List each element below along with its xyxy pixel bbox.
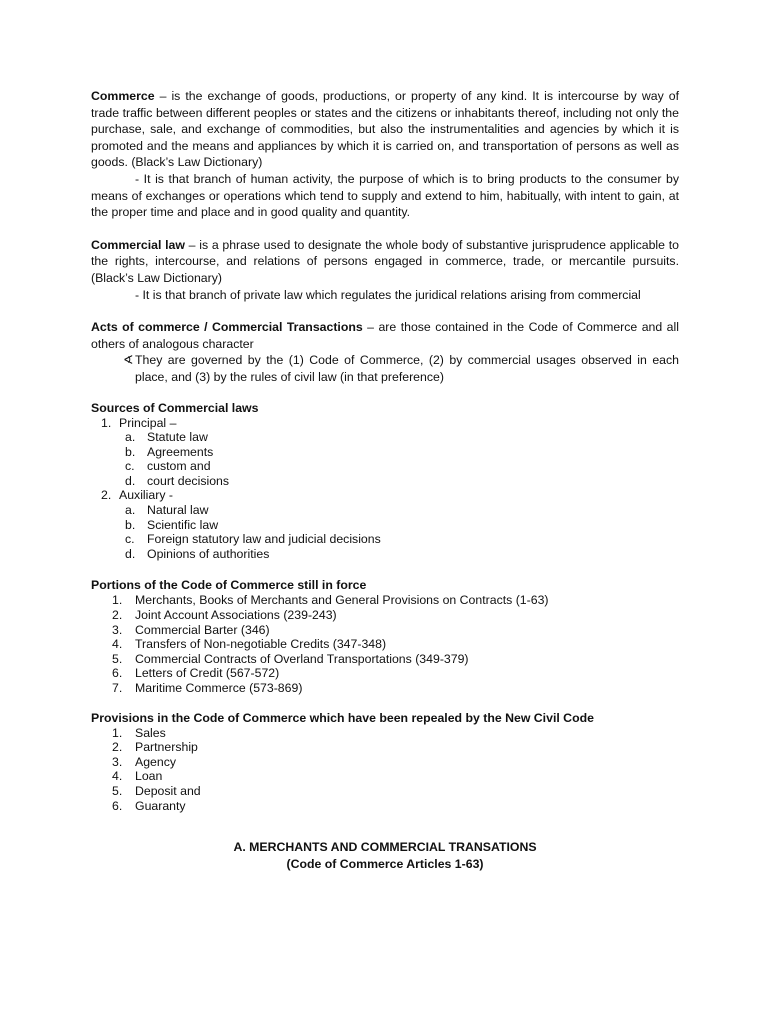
commerce-definition-2: - It is that branch of human activity, the purpose of which is to bring products to the consumer by means of exchanges or operations which tend to supply and extend to him, habitually, with intent to gain, at the proper time and place and in good quality and quantity. <box>91 171 679 220</box>
list-item: c. custom and <box>125 459 211 474</box>
commercial-law-definition-2: - It is that branch of private law which regulates the juridical relations arising from commercial <box>135 287 641 302</box>
repealed-list <box>91 726 679 814</box>
commerce-definition <box>91 88 679 171</box>
list-item: 1. Principal – <box>101 415 177 430</box>
commercial-law-term: Commercial law <box>91 237 185 252</box>
section-subtitle: (Code of Commerce Articles 1-63) <box>286 857 484 872</box>
repealed-heading: Provisions in the Code of Commerce which have been repealed by the New Civil Code <box>91 710 594 725</box>
section-title: A. MERCHANTS AND COMMERCIAL TRANSATIONS <box>233 840 537 855</box>
list-item: 7. Maritime Commerce (573-869) <box>112 681 303 695</box>
list-item: 1. Sales <box>112 725 166 740</box>
commerce-term: Commerce <box>91 89 155 103</box>
sources-heading: Sources of Commercial laws <box>91 400 259 415</box>
portions-list <box>91 593 679 695</box>
acts-definition <box>91 319 679 352</box>
list-item: 4. Loan <box>112 769 163 784</box>
acts-bullet-text: They are governed by the (1) Code of Commerce, (2) by commercial usages observed in each place, and (3) by the rules of civil law (in that preference) <box>135 353 679 384</box>
commercial-law-def-text: – is a phrase used to designate the whole body of substantive jurisprudence applicable to the rights, intercourse, and relations of persons engaged in commerce, trade, or mercantile pursuits. (Black’s Law Dictionary) <box>91 237 679 285</box>
list-item: c. Foreign statutory law and judicial decisions <box>125 532 381 547</box>
list-item: 4. Transfers of Non-negotiable Credits (347-348) <box>112 637 387 652</box>
list-item: 6. Letters of Credit (567-572) <box>112 666 280 681</box>
list-item: 1. Merchants, Books of Merchants and General Provisions on Contracts (1-63) <box>112 593 549 608</box>
list-item: 2. Joint Account Associations (239-243) <box>112 608 337 623</box>
commerce-def-text: – is the exchange of goods, productions, or property of any kind. It is intercourse by way of trade traffic between different peoples or states and the citizens or inhabitants thereof, including not only the purchase, sale, and exchange of commodities, but also the instrumentalities and agencies by which it is promoted and the means and appliances by which it is carried on, and transportation of persons as well as goods. (Black’s Law Dictionary) <box>91 89 679 170</box>
document-page <box>91 88 679 873</box>
list-item: d. Opinions of authorities <box>125 546 270 561</box>
list-item: a. Natural law <box>125 503 209 518</box>
list-item: a. Statute law <box>125 430 208 445</box>
acts-term: Acts of commerce / Commercial Transactions <box>91 320 363 335</box>
arrow-bullet-icon: ∢ <box>123 353 134 368</box>
acts-bullet <box>91 352 679 385</box>
list-item: 3. Agency <box>112 754 177 769</box>
list-item: b. Agreements <box>125 444 214 459</box>
portions-heading: Portions of the Code of Commerce still in force <box>91 578 367 593</box>
list-item: b. Scientific law <box>125 517 219 532</box>
list-item: d. court decisions <box>125 473 230 488</box>
list-item: 3. Commercial Barter (346) <box>112 622 270 637</box>
acts-def-text: – are those contained in the Code of Commerce and all others of analogous character <box>91 320 679 351</box>
list-item: 5. Deposit and <box>112 783 201 798</box>
list-item: 5. Commercial Contracts of Overland Transportations (349-379) <box>112 651 469 666</box>
sources-list <box>91 416 679 562</box>
list-item: 2. Auxiliary - <box>101 488 173 503</box>
commercial-law-definition <box>91 237 679 287</box>
list-item: 2. Partnership <box>112 740 198 755</box>
list-item: 6. Guaranty <box>112 798 186 813</box>
